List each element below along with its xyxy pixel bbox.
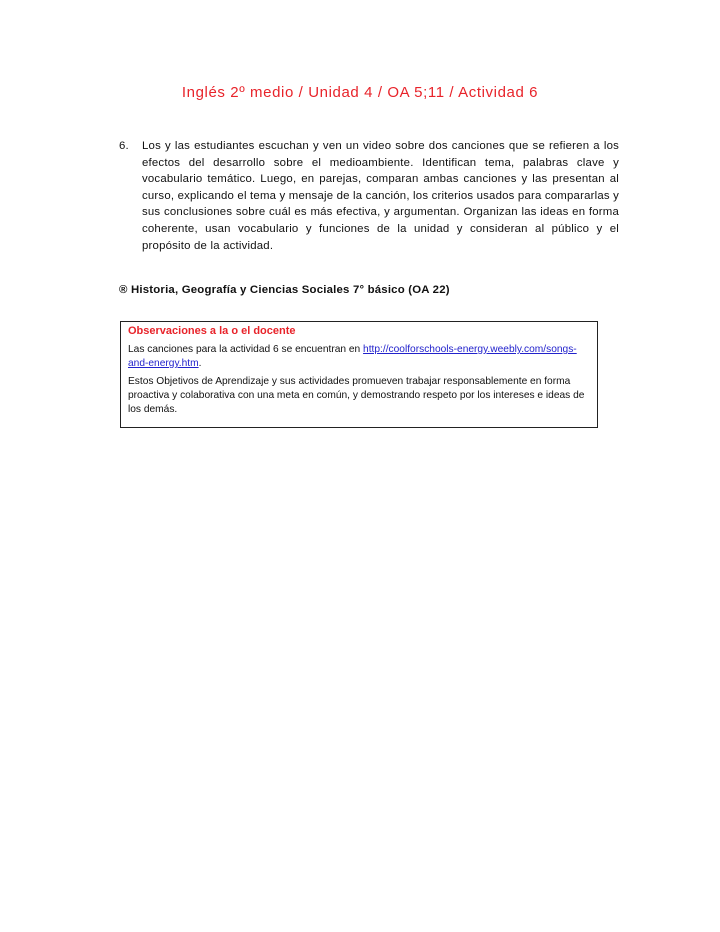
songs-link[interactable]: http://coolforschools-energy.weebly.com/songs-and-energy.htm <box>128 344 577 369</box>
cross-reference: ® Historia, Geografía y Ciencias Sociales 7° básico (OA 22) <box>119 284 450 296</box>
notes-text: Las canciones para la actividad 6 se encuentran en <box>128 344 364 355</box>
teacher-notes-paragraph-2: Estos Objetivos de Aprendizaje y sus actividades promueven trabajar responsablemente en forma proactiva y colaborativa con una meta en común, y demostrando respeto por los intereses e ideas de los demás. <box>128 376 585 415</box>
page-title: Inglés 2º medio / Unidad 4 / OA 5;11 / Actividad 6 <box>181 84 539 101</box>
notes-text-end: . <box>198 358 202 369</box>
teacher-notes-box <box>120 321 598 428</box>
activity-item <box>119 138 619 254</box>
activity-number: 6. <box>119 140 129 152</box>
teacher-notes-paragraph-1 <box>128 343 590 371</box>
activity-text: Los y las estudiantes escuchan y ven un video sobre dos canciones que se refieren a los efectos del desarrollo sobre el medioambiente. Identifican tema, palabras clave y vocabulario temático. Luego, en parejas, comparan ambas canciones y las presentan al curso, explicando el tema y mensaje de la canción, los criterios usados para compararlas y sus conclusiones sobre cuál es más efectiva, y argumentan. Organizan las ideas en forma coherente, usan vocabulario y funciones de la unidad y consideran al público y el propósito de la actividad. <box>142 140 620 252</box>
teacher-notes-title: Observaciones a la o el docente <box>128 325 296 337</box>
